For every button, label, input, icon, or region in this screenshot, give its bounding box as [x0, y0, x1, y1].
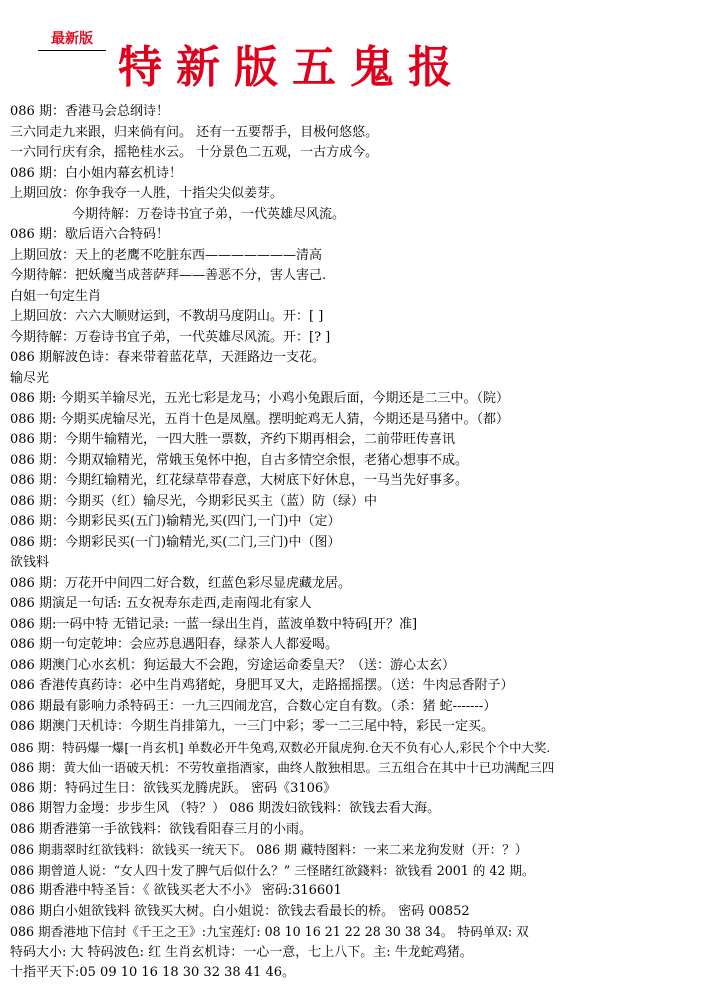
- text-line: 086 期曾道人说：“女人四十发了脾气后似什么？” 三怪睹红欲錢料：欲钱看 2001 的 42 期。: [10, 862, 535, 878]
- text-line: 三六同走九来跟，归来倘有问。 还有一五要帮手，目极何悠悠。: [10, 124, 379, 140]
- text-line: 086 期: 今期买羊输尽光，五光七彩是龙马；小鸡小兔跟后面，今期还是二三中。（院）: [10, 391, 509, 406]
- text-line: 一六同行庆有余，摇艳桂水云。 十分景色二五观，一古方成今。: [10, 145, 379, 160]
- text-line: 086 期解波色诗：春来带着蓝花草，天涯路边一支花。: [10, 350, 325, 365]
- text-line: 086 期:一码中特 无错记录: 一蓝一绿出生肖，蓝波单数中特码[开？准]: [10, 616, 418, 632]
- text-line: 086 期：今期买（红）输尽光，今期彩民买主（蓝）防（绿）中: [10, 493, 377, 509]
- text-line: 086 期：今期彩民买(五门)输精光,买(四门,一门)中（定）: [10, 514, 341, 529]
- text-line: 086 期：特码过生日：欲钱买龙腾虎跃。 密码《3106》: [10, 780, 337, 796]
- text-line: 086 期：万花开中间四二好合数，红蓝色彩尽显虎藏龙居。: [10, 575, 351, 591]
- text-line: 今期待解：万卷诗书宜子弟，一代英雄尽风流。: [72, 206, 346, 222]
- text-line: 086 期香港第一手欲钱料：欲钱看阳春三月的小雨。: [10, 821, 312, 837]
- text-line: 086 期：白小姐内幕玄机诗！: [10, 165, 182, 181]
- text-line: 086 期澳门天机诗：今期生肖排第九，一三门中彩；零一二三尾中特，彩民一定买。: [10, 719, 494, 734]
- text-line: 086 香港传真药诗：必中生肖鸡猪蛇，身肥耳叉大，走路摇摇摆。（送：牛肉忌香附子）: [10, 678, 514, 693]
- text-line: 086 期翡翠时红欲钱料：欲钱买一统天下。 086 期 藏特图料：一来二来龙狗发财（开：？）: [10, 842, 528, 857]
- text-line: 086 期香港地下信封《千王之王》:九宝莲灯: 08 10 16 21 22 28 30 38 34。 特码单双: 双: [10, 924, 529, 939]
- text-line: 今期待解：把妖魔当成菩萨拜——善恶不分，害人害己.: [10, 268, 327, 283]
- text-line: 086 期白小姐欲钱料 欲钱买大树。白小姐说：欲钱去看最长的桥。 密码 00852: [10, 903, 470, 919]
- text-line: 086 期: 今期买虎输尽光，五肖十色是凤凰。摆明蛇鸡无人猜，今期还是马猪中。（都）: [10, 411, 509, 427]
- section-heading: 欲钱料: [10, 555, 50, 570]
- text-line: 086 期澳门心水玄机：狗运最大不会跑，穷途运命委皇天？（送：游心太玄）: [10, 657, 455, 673]
- text-line: 086 期智力金墁：步步生风 （特？） 086 期泼妇欲钱料：欲钱去看大海。: [10, 801, 441, 816]
- page-title: 特新版五鬼报: [118, 42, 466, 93]
- text-line: 086 期香港中特圣旨：《 欲钱买老大不小》 密码:316601: [10, 883, 342, 898]
- text-line: 086 期：黄大仙一语破天机：不劳牧童指酒家，曲终人散独相思。三五组合在其中十已功满配三四: [10, 760, 555, 775]
- text-line: 上期回放：你争我夺一人胜，十指尖尖似姜芽。: [10, 186, 284, 201]
- text-line: 今期待解：万卷诗书宜子弟，一代英雄尽风流。开：[? ]: [10, 329, 331, 345]
- text-line: 086 期：香港马会总纲诗！: [10, 104, 169, 119]
- text-line: 086 期一句定乾坤：会应苏息遇阳春，绿茶人人都爱喝。: [10, 637, 338, 652]
- text-line: 086 期：今期双输精光，常娥玉兔怀中抱，自古多情空余恨，老猪心想事不成。: [10, 452, 468, 468]
- section-heading: 输尽光: [10, 370, 50, 386]
- article-body: [10, 102, 696, 984]
- text-line: 086 期：特码爆一爆[一肖玄机] 单数必开牛兔鸡,双数必开鼠虎狗.仓天不负有心人,彩民个个中大奖.: [10, 739, 551, 755]
- text-line: 086 期：今期牛输精光，一四大胜一票数，齐约下期再相会，二前带旺传喜讯: [10, 432, 455, 447]
- text-line: 086 期：今期红输精光，红花绿草带春意，大树底下好休息，一马当先好事多。: [10, 473, 468, 488]
- text-line: 上期回放：天上的老鹰不吃脏东西———————清高: [10, 247, 323, 263]
- text-line: 白姐一句定生肖: [10, 288, 102, 304]
- text-line: 086 期：今期彩民买(一门)输精光,买(二门,三门)中（图）: [10, 534, 341, 550]
- text-line: 十指平天下:05 09 10 16 18 30 32 38 41 46。: [10, 965, 295, 980]
- latest-edition-badge: 最新版: [38, 28, 106, 51]
- text-line: 086 期最有影响力杀特码王：一九三四闹龙宫，合数心定自有数。（杀：猪 蛇-------）: [10, 698, 497, 714]
- text-line: 086 期：歇后语六合特码！: [10, 227, 169, 242]
- text-line: 特码大小: 大 特码波色: 红 生肖玄机诗：一心一意，七上八下。主: 牛龙蛇鸡猪。: [10, 944, 473, 960]
- text-line: 086 期演足一句话: 五女祝寿东走西,走南闯北有家人: [10, 596, 312, 611]
- text-line: 上期回放：六六大顺财运到，不教胡马度阴山。开：[ ]: [10, 309, 324, 324]
